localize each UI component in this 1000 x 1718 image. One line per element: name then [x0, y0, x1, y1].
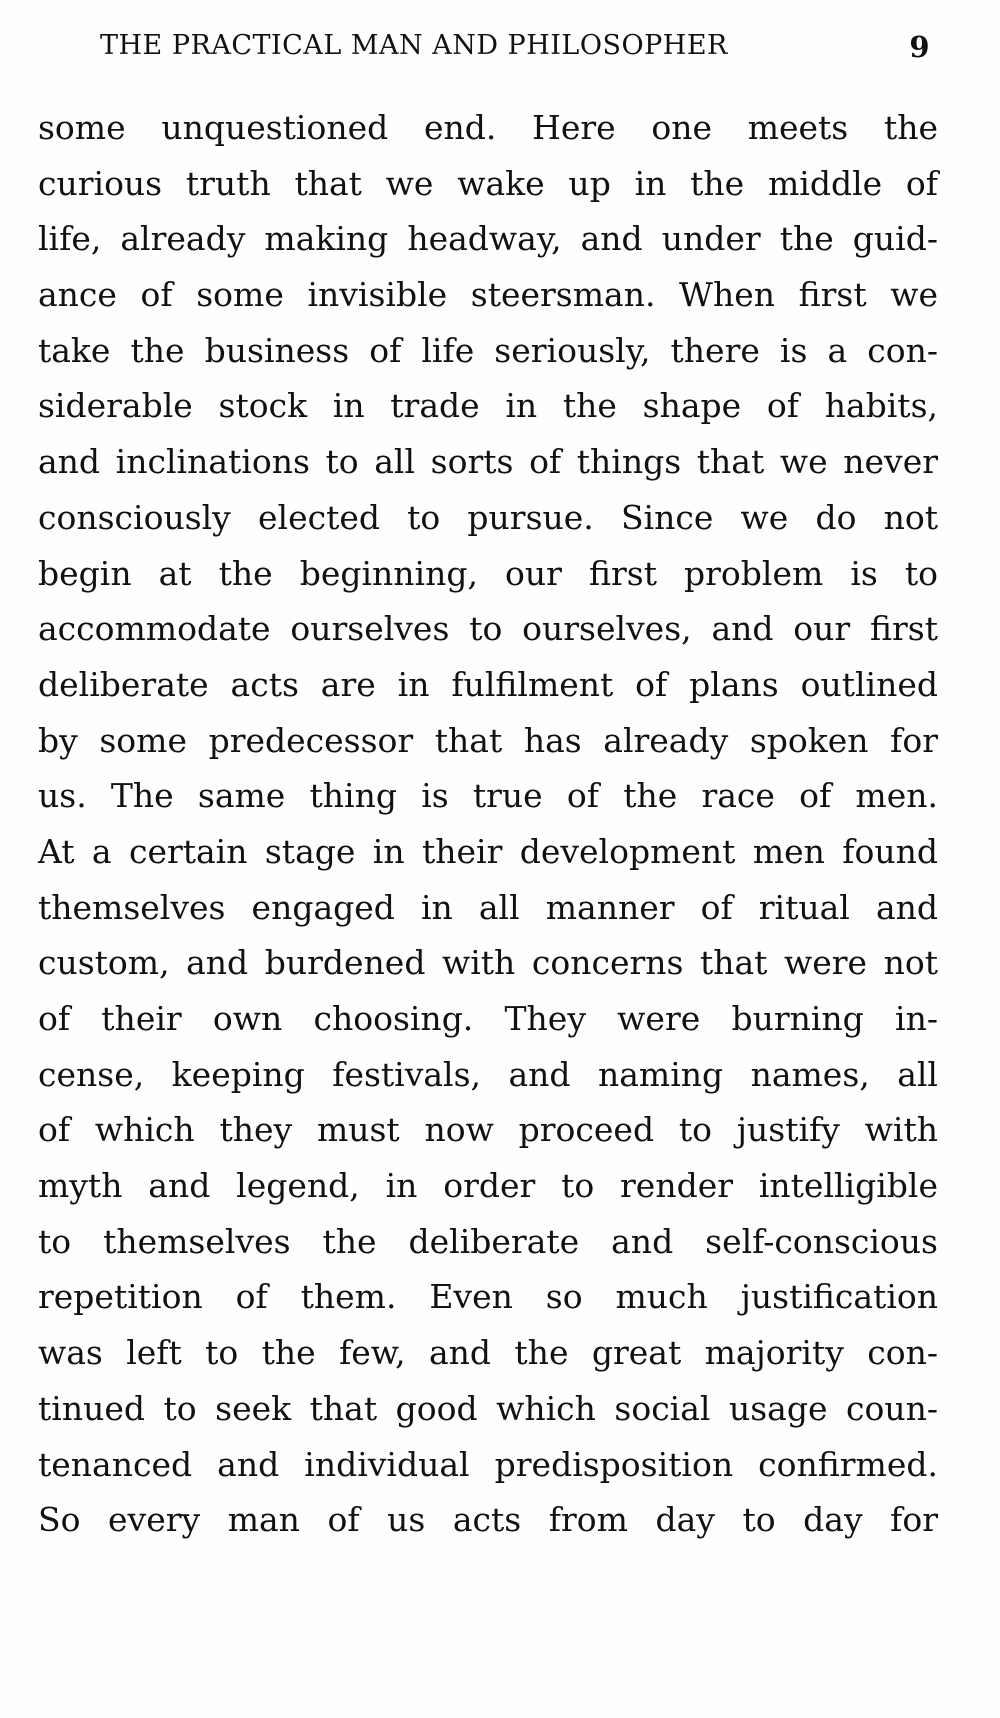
- text-line: cense, keeping festivals, and naming names, all: [38, 1054, 938, 1094]
- text-line: accommodate ourselves to ourselves, and our first: [38, 609, 938, 649]
- text-line: by some predecessor that has already spoken for: [38, 720, 938, 760]
- text-line: tenanced and individual predisposition confirmed.: [38, 1444, 938, 1484]
- running-head-title: THE PRACTICAL MAN AND PHILOSOPHER: [100, 30, 728, 61]
- text-line: of their own choosing. They were burning in-: [38, 999, 938, 1038]
- text-line: themselves engaged in all manner of ritual and: [38, 887, 938, 927]
- text-line: was left to the few, and the great majority con-: [38, 1333, 938, 1373]
- text-line: deliberate acts are in fulfilment of plans outlined: [38, 664, 938, 704]
- text-line: consciously elected to pursue. Since we do not: [38, 497, 938, 537]
- text-line: life, already making headway, and under the guid-: [38, 219, 938, 259]
- text-line: some unquestioned end. Here one meets the: [38, 108, 938, 147]
- body-paragraph: [38, 100, 938, 1548]
- text-line: myth and legend, in order to render intelligible: [38, 1166, 938, 1206]
- text-line: tinued to seek that good which social usage coun-: [38, 1388, 938, 1428]
- page-number: 9: [909, 30, 930, 64]
- text-line: So every man of us acts from day to day for: [38, 1500, 938, 1540]
- text-line: to themselves the deliberate and self-conscious: [38, 1221, 938, 1261]
- text-line: ance of some invisible steersman. When first we: [38, 275, 938, 315]
- running-head: [100, 30, 930, 70]
- text-line: At a certain stage in their development men found: [38, 831, 938, 871]
- text-line: take the business of life seriously, there is a con-: [38, 330, 938, 370]
- text-line: and inclinations to all sorts of things that we never: [38, 442, 938, 482]
- text-line: siderable stock in trade in the shape of habits,: [38, 386, 938, 426]
- text-line: begin at the beginning, our first problem is to: [38, 553, 938, 593]
- text-line: us. The same thing is true of the race of men.: [38, 776, 938, 816]
- text-line: of which they must now proceed to justify with: [38, 1110, 938, 1150]
- text-line: repetition of them. Even so much justification: [38, 1277, 938, 1317]
- text-line: curious truth that we wake up in the middle of: [38, 163, 938, 203]
- text-line: custom, and burdened with concerns that were not: [38, 943, 938, 983]
